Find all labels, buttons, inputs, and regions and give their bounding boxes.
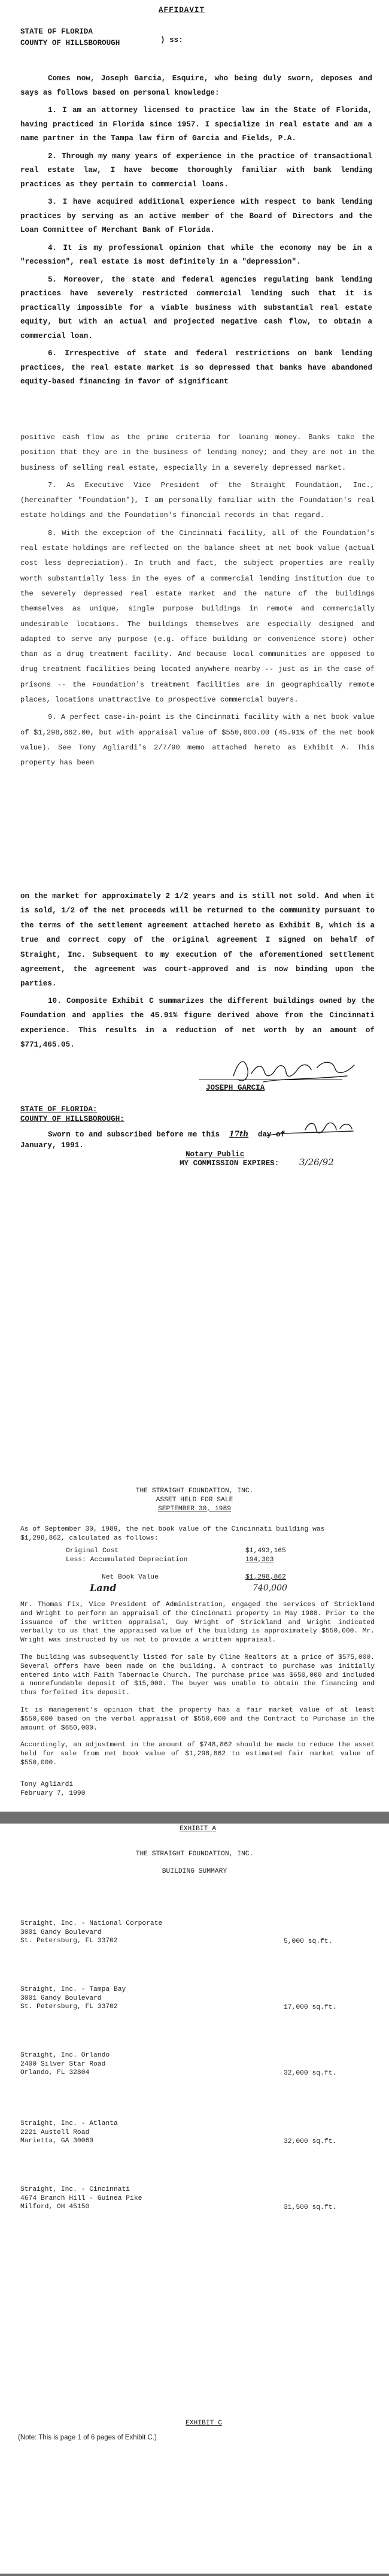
venue-ss: ) ss: [160,36,183,44]
paragraph-5: 5. Moreover, the state and federal agencies regulating bank lending practices have severely restricted commercial lending such that it is practically impossible for a viable business with substantial real estate equity, but with an actual and projected negative cash flow, to obtain a commercial loan. [20,275,372,340]
paragraph-2: 2. Through my many years of experience in the practice of transactional real estate law, I have become thoroughly familiar with bank lending practices as they pertain to commercial loans. [20,152,372,189]
notary-signature-icon [263,1118,359,1142]
exhibit-c-header [0,1850,389,1884]
affidavit-body-2 [20,430,375,773]
notary-county: COUNTY OF HILLSBOROUGH: [20,1115,124,1123]
exhibit-a-date: SEPTEMBER 30, 1989 [157,1505,232,1513]
building-entry [20,2051,373,2078]
building-entry [20,2185,373,2212]
building-street: 2400 Silver Star Road [20,2060,106,2068]
exhibit-c-footnote: (Note: This is page 1 of 6 pages of Exhibit C.) [18,2434,157,2441]
exhibit-a-author: Tony Agliardi [20,1781,74,1788]
building-street: 2221 Austell Road [20,2128,90,2136]
notary-block [180,1150,279,1168]
venue-state: STATE OF FLORIDA [20,28,93,36]
building-sqft: 32,000 sq.ft. [284,2070,337,2077]
cost-value: $1,493,165 [245,1547,286,1555]
building-entry [20,1985,373,2012]
paragraph-8: 8. With the exception of the Cincinnati facility, all of the Foundation's real estate holdings are reflected on the balance sheet at net book value (actual cost less depreciation). In truth and fact, the subject properties are really worth substantially less in the eyes of a commercial lending institution due to the severely depressed real estate market and the nature of the buildings themselves as unique, single purpose buildings in remote and commercially undesirable locations. The buildings themselves are especially designed and adapted to serve any purpose (e.g. office building or convenience store) other than as a drug treatment facility. And because local communities are opposed to drug treatment facilities being located anywhere nearby -- just as in the case of prisons -- the Foundation's treatment facilities are in geographically remote places, locations unattractive to prospective commercial buyers. [20,528,375,705]
affidavit-page-1 [0,0,389,424]
venue-caption [20,26,120,49]
commission-expires-label: MY COMMISSION EXPIRES: [180,1159,279,1168]
cost-row [66,1547,317,1556]
building-sqft: 32,000 sq.ft. [284,2138,337,2145]
cost-label: Net Book Value [102,1573,159,1581]
exhibit-a-signature [20,1780,85,1798]
sworn-text-1: Sworn to and subscribed before me this [48,1130,220,1139]
cost-row [66,1556,317,1565]
building-name: Straight, Inc. - Atlanta [20,2120,118,2127]
building-entry [20,2120,373,2146]
building-city: St. Petersburg, FL 33702 [20,2003,118,2011]
building-name: Straight, Inc. - Cincinnati [20,2186,130,2193]
affidavit-body-3 [20,889,375,1054]
handwritten-land-note: Land [90,1582,117,1594]
building-street: 3001 Gandy Boulevard [20,1928,102,1936]
paragraph-9: 9. A perfect case-in-point is the Cincinnati facility with a net book value of $1,298,862.00, but with appraisal value of $550,000.00 (45.91% of the net book value). See Tony Agliardi's 2/7/90 memo attached hereto as Exhibit A. This property has been [20,713,375,767]
paragraph-1: 1. I am an attorney licensed to practice law in the State of Florida, having practiced in Florida since 1957. I specialize in real estate and am a name partner in the Tampa law firm of Garcia and Fields, P.A. [20,106,372,143]
exhibit-a-paragraph: Mr. Thomas Fix, Vice President of Administration, engaged the services of Strickland and Wright to perform an appraisal of the Cincinnati property in May 1988. Prior to the issuance of the written appraisal, Guy Wright of Strickland and Wright indicated verbally to us that the appraised value of the building is approximately $550,000. Mr. Wright was instructed by us not to provide a written appraisal. [20,1601,375,1644]
paragraph-3: 3. I have acquired additional experience with respect to bank lending practices by serving as an active member of the Board of Directors and the Loan Committee of Merchant Bank of Florida. [20,198,372,234]
paragraph-6-continued: positive cash flow as the prime criteria for loaning money. Banks take the position that they are in the business of lending money; and they are not in the business of selling real estate, especially in a severely depressed market. [20,433,375,472]
venue-county: COUNTY OF HILLSBOROUGH [20,39,120,47]
building-street: 4674 Branch Hill - Guinea Pike [20,2194,142,2202]
blank-page-area [0,2447,389,2574]
building-city: Orlando, FL 32804 [20,2069,90,2077]
exhibit-a-paragraph: It is management's opinion that the property has a fair market value of at least $550,000 based on the verbal appraisal of $550,000 and the Contract to Purchase in the amount of $650,000. [20,1706,375,1732]
exhibit-c-subtitle: BUILDING SUMMARY [162,1867,227,1875]
notary-title: Notary Public [186,1150,245,1159]
signer-name: JOSEPH GARCIA [206,1084,265,1092]
cost-table [66,1547,317,1582]
sworn-text-2: day of [257,1130,285,1139]
building-city: Milford, OH 45150 [20,2203,90,2211]
affidavit-page-2 [0,424,389,884]
exhibit-a-paragraph: Accordingly, an adjustment in the amount of $748,862 should be made to reduce the asset held for sale from net book value of $1,298,862 to estimated fair market value of $550,000. [20,1741,375,1767]
commission-expires-value: 3/26/92 [299,1157,334,1168]
building-street: 3001 Gandy Boulevard [20,1994,102,2002]
exhibit-a-date-signed: February 7, 1990 [20,1790,86,1797]
exhibit-c-label: EXHIBIT C [186,2420,223,2427]
sworn-day: 17th [229,1129,249,1138]
exhibit-c-org: THE STRAIGHT FOUNDATION, INC. [135,1851,254,1858]
cost-label: Less: Accumulated Depreciation [66,1556,188,1564]
exhibit-c-page [0,1824,389,2574]
building-entry [20,1919,373,1946]
exhibit-a-header [0,1487,389,1513]
exhibit-a-org: THE STRAIGHT FOUNDATION, INC. [135,1487,254,1495]
paragraph-4: 4. It is my professional opinion that while the economy may be in a "recession", real estate is most definitely in a "depression". [20,243,372,266]
paragraph-7: 7. As Executive Vice President of the Straight Foundation, Inc., (hereinafter "Foundation"), I am personally familiar with the Foundation's real estate holdings and the Foundation's financial records in that regard. [20,480,375,520]
building-sqft: 31,500 sq.ft. [284,2204,337,2211]
exhibit-a-label: EXHIBIT A [180,1825,217,1833]
cost-row [66,1573,317,1582]
paragraph-10: 10. Composite Exhibit C summarizes the different buildings owned by the Foundation and applies the 45.91% figure derived above from the Cincinnati experience. This results in a reduction of net worth by an amount of $771,465.05. [20,996,375,1050]
building-city: St. Petersburg, FL 33702 [20,1937,118,1945]
exhibit-a-intro: As of September 30, 1989, the net book value of the Cincinnati building was $1,298,862, calculated as follows: [20,1526,325,1542]
building-name: Straight, Inc. - National Corporate [20,1920,163,1927]
building-sqft: 5,000 sq.ft. [284,1938,333,1945]
affidavit-body-1 [20,72,372,393]
cost-label: Original Cost [66,1547,119,1555]
exhibit-a-body [20,1601,375,1776]
exhibit-a-page [0,1425,389,1812]
notary-venue [20,1105,124,1124]
exhibit-a-paragraph: The building was subsequently listed for sale by Cline Realtors at a price of $575,000. Several offers have been made on the building. A contract to purchase was initially entered into with Faith Tabernacle Church. The purchase price was $650,000 and included a nonrefundable deposit of $15,000. The buyer was unable to obtain the financing and thus forfeited its deposit. [20,1653,375,1697]
cost-value: 194,303 [245,1556,274,1564]
building-name: Straight, Inc. - Tampa Bay [20,1986,126,1993]
exhibit-a-subtitle: ASSET HELD FOR SALE [156,1496,233,1504]
notary-state: STATE OF FLORIDA: [20,1105,98,1114]
building-city: Marietta, GA 30060 [20,2137,94,2145]
cost-value: $1,298,862 [245,1573,286,1581]
building-name: Straight, Inc. Orlando [20,2052,110,2059]
handwritten-land-value: 740,000 [253,1583,287,1593]
paragraph-9-continued: on the market for approximately 2 1/2 years and is still not sold. And when it is sold, 1/2 of the net proceeds will be returned to the community pursuant to the terms of the settlement agreement attached hereto as Exhibit B, which is a true and correct copy of the original agreement I signed on behalf of Straight, Inc. Subsequent to my execution of the aforementioned settlement agreement, the agreement was court-approved and is now binding upon the parties. [20,892,375,988]
affidavit-page-3 [0,884,389,1425]
paragraph-6: 6. Irrespective of state and federal restrictions on bank lending practices, the real estate market is so depressed that banks have abandoned equity-based financing in favor of significant [20,349,372,386]
sworn-month-year: January, 1991. [20,1141,84,1150]
building-sqft: 17,000 sq.ft. [284,2004,337,2011]
document-title: AFFIDAVIT [159,6,205,14]
paragraph-intro: Comes now, Joseph Garcia, Esquire, who being duly sworn, deposes and says as follows based on personal knowledge: [20,74,372,97]
